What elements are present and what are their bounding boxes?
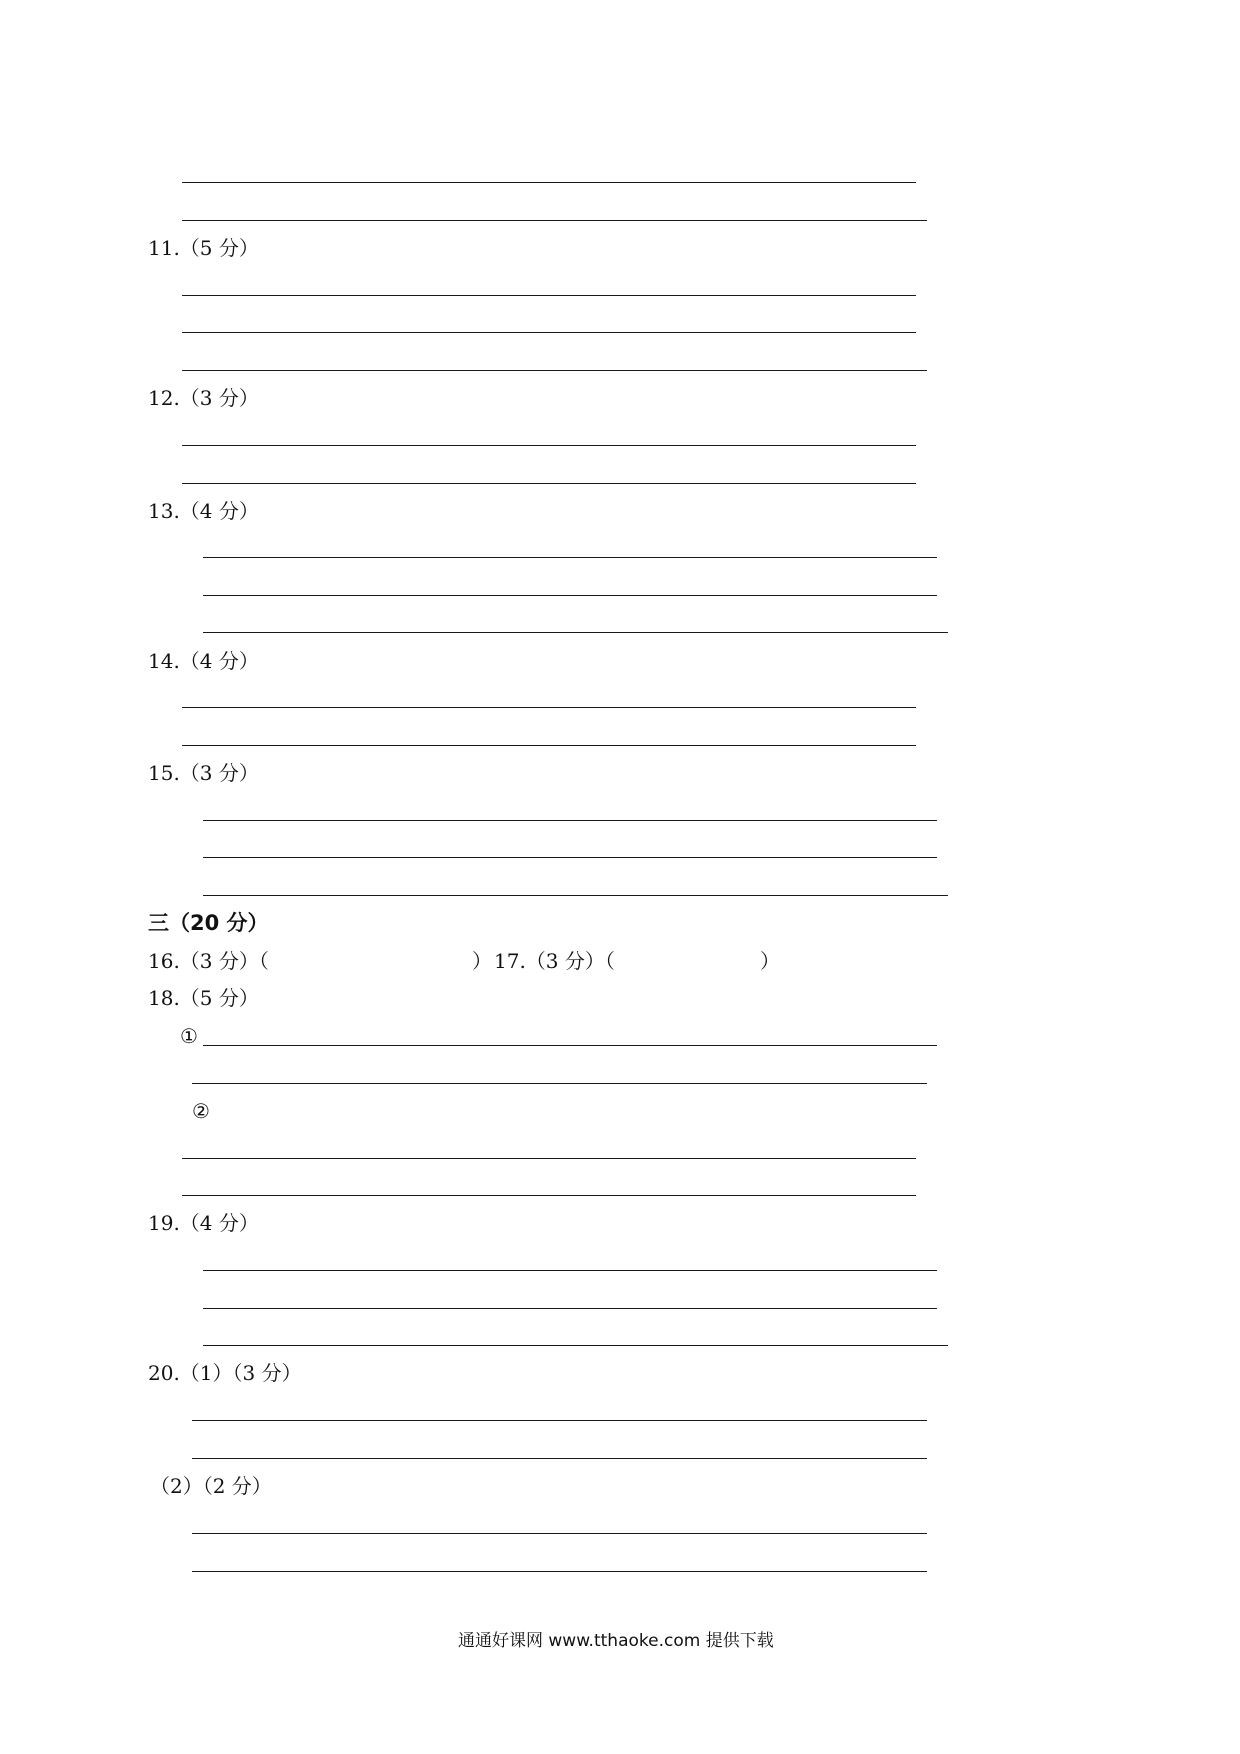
answer-line[interactable] <box>203 595 937 596</box>
answer-line[interactable] <box>182 182 916 183</box>
answer-line[interactable] <box>203 1345 948 1346</box>
question-13-label: 13.（4 分） <box>148 499 259 523</box>
item-2-marker: ② <box>192 1099 210 1123</box>
question-16-close-paren: ） <box>472 949 492 973</box>
question-14-label: 14.（4 分） <box>148 649 259 673</box>
question-12-label: 12.（3 分） <box>148 386 259 410</box>
answer-line[interactable] <box>182 445 916 446</box>
answer-line[interactable] <box>203 895 948 896</box>
footer-credit: 通通好课网 www.tthaoke.com 提供下载 <box>458 1631 774 1651</box>
answer-line[interactable] <box>203 1045 937 1046</box>
answer-line[interactable] <box>182 707 916 708</box>
question-16-label: 16.（3 分）（ <box>148 949 269 973</box>
answer-line[interactable] <box>182 1158 916 1159</box>
answer-line[interactable] <box>203 557 937 558</box>
question-17-label: 17.（3 分）（ <box>494 949 615 973</box>
question-11-label: 11.（5 分） <box>148 236 259 260</box>
answer-line[interactable] <box>192 1458 927 1459</box>
answer-line[interactable] <box>203 857 937 858</box>
answer-line[interactable] <box>192 1420 927 1421</box>
answer-line[interactable] <box>192 1533 927 1534</box>
answer-line[interactable] <box>182 295 916 296</box>
answer-line[interactable] <box>182 220 927 221</box>
question-20-part-2-label: （2）（2 分） <box>150 1474 272 1498</box>
item-1-marker: ① <box>180 1024 198 1048</box>
answer-line[interactable] <box>192 1571 927 1572</box>
answer-line[interactable] <box>182 745 916 746</box>
answer-line[interactable] <box>182 1195 916 1196</box>
answer-line[interactable] <box>192 1083 927 1084</box>
answer-line[interactable] <box>203 1308 937 1309</box>
answer-line[interactable] <box>203 632 948 633</box>
question-19-label: 19.（4 分） <box>148 1211 259 1235</box>
question-18-label: 18.（5 分） <box>148 986 259 1010</box>
answer-line[interactable] <box>182 332 916 333</box>
section-3-heading: 三（20 分） <box>148 911 269 935</box>
question-17-close-paren: ） <box>760 949 780 973</box>
question-15-label: 15.（3 分） <box>148 761 259 785</box>
question-20-part-1-label: 20.（1）（3 分） <box>148 1361 302 1385</box>
answer-line[interactable] <box>203 1270 937 1271</box>
answer-line[interactable] <box>182 483 916 484</box>
answer-line[interactable] <box>203 820 937 821</box>
answer-line[interactable] <box>182 370 927 371</box>
